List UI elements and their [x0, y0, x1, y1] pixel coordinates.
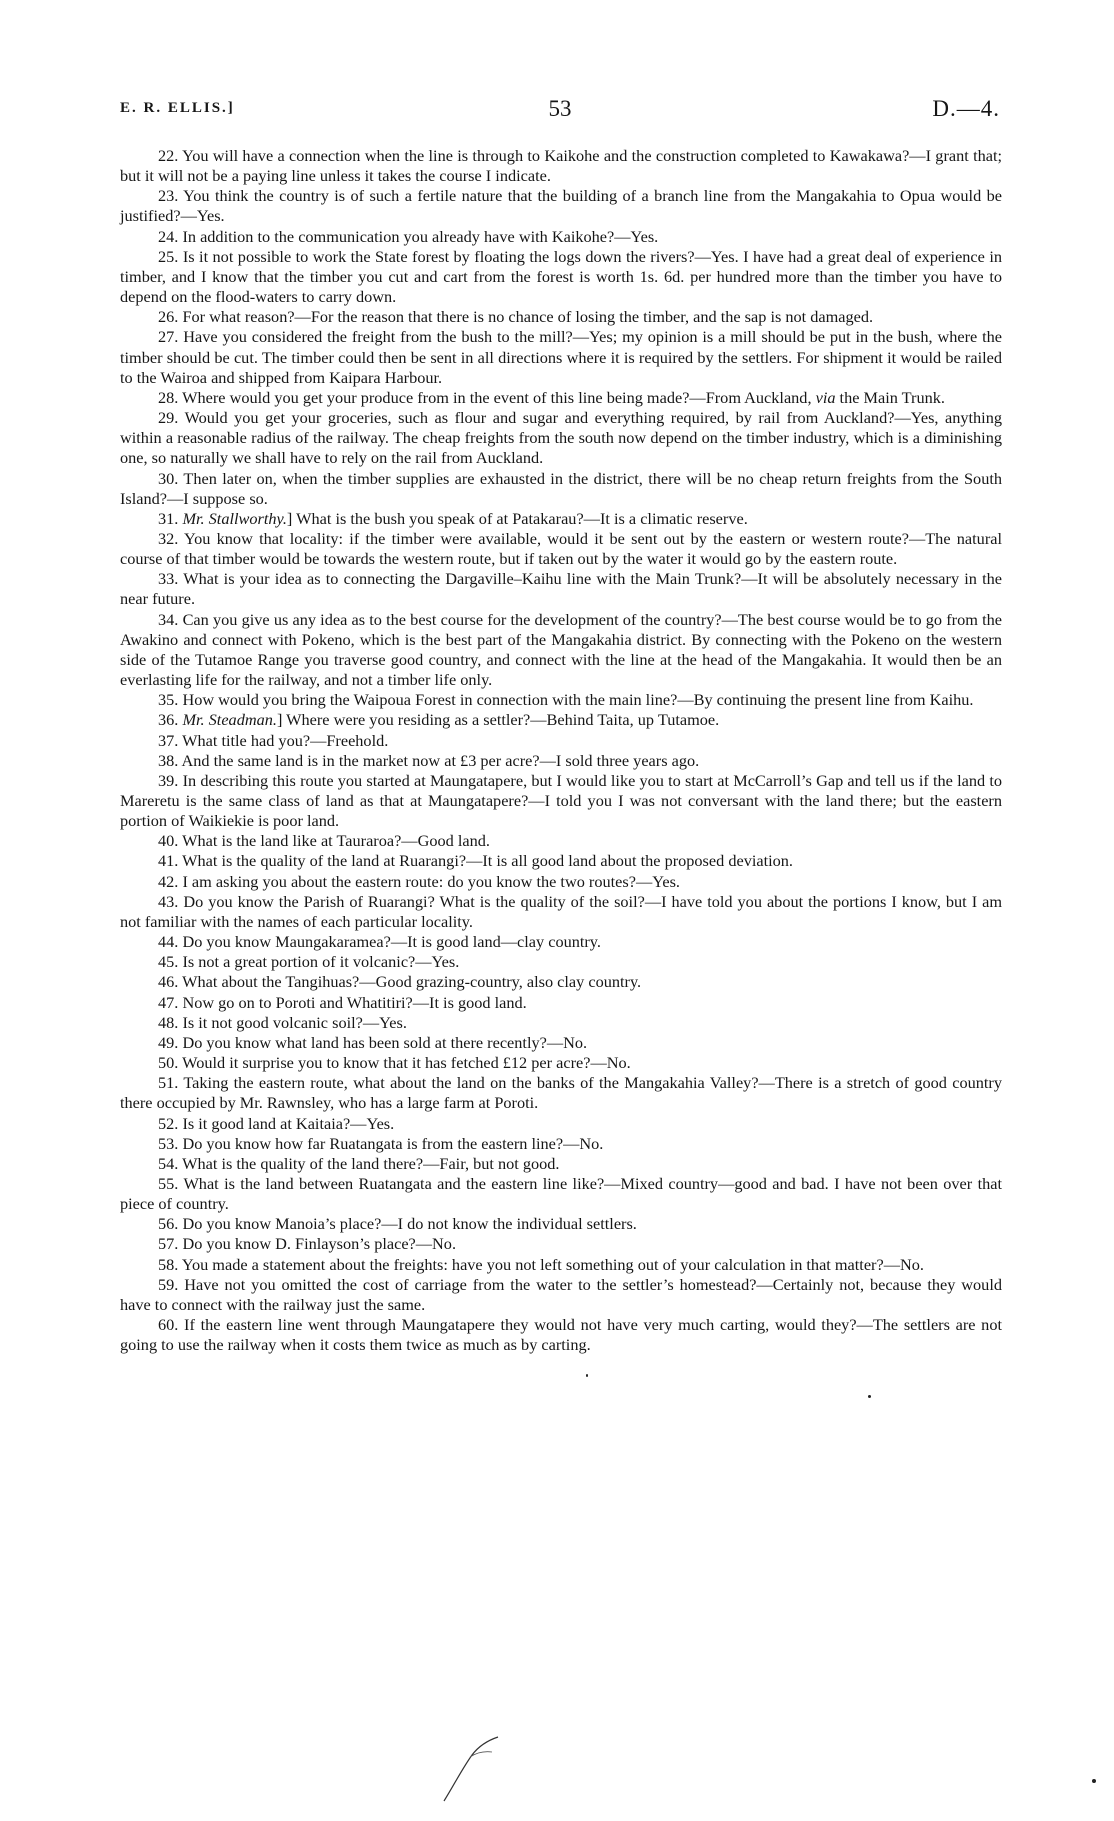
question-answer-paragraph — [120, 851, 1002, 871]
question-answer-paragraph — [120, 872, 1002, 892]
question-number: 28. — [158, 387, 179, 407]
question-answer-text: You made a statement about the freights: have you not left something out of your calculation in that matter?—No. — [181, 1254, 924, 1274]
question-answer-text: Would you get your groceries, such as flour and sugar and everything required, by rail from Auckland?—Yes, anything within a reasonable radius of the railway. The cheap freights from the south now depend on the timber industry, which is a diminishing one, so naturally we shall have to rely on the rail from Auckland. — [120, 408, 1002, 468]
question-number: 51. — [158, 1073, 179, 1093]
question-answer-paragraph — [120, 1255, 1002, 1275]
question-answer-text: If the eastern line went through Maungatapere they would not have very much carting, would they?—The settlers are not going to use the railway when it costs them twice as much as by carting. — [120, 1315, 1002, 1355]
question-number: 47. — [158, 992, 179, 1012]
question-answer-paragraph — [120, 993, 1002, 1013]
question-number: 48. — [158, 1012, 179, 1032]
document-reference: D.—4. — [932, 96, 1000, 121]
question-number: 27. — [158, 327, 179, 347]
question-number: 53. — [158, 1133, 179, 1153]
question-number: 38. — [158, 750, 179, 770]
question-answer-paragraph — [120, 1275, 1002, 1315]
question-answer-text: What is the quality of the land there?—Fair, but not good. — [182, 1153, 560, 1173]
question-number: 55. — [158, 1173, 179, 1193]
question-answer-paragraph — [120, 751, 1002, 771]
question-answer-text: the Main Trunk. — [835, 387, 945, 407]
question-answer-text: ] What is the bush you speak of at Patakarau?—It is a climatic reserve. — [286, 508, 748, 528]
pen-stroke-mark — [440, 1725, 510, 1805]
question-number: 46. — [158, 972, 179, 992]
question-number: 22. — [158, 146, 179, 165]
question-number: 24. — [158, 226, 179, 246]
question-number: 45. — [158, 952, 179, 972]
question-answer-text: How would you bring the Waipoua Forest in connection with the main line?—By continuing the present line from Kaihu. — [182, 690, 974, 710]
question-number: 43. — [158, 891, 179, 911]
question-answer-paragraph — [120, 509, 1002, 529]
question-number: 57. — [158, 1234, 179, 1254]
question-answer-paragraph — [120, 1154, 1002, 1174]
question-answer-text: Would it surprise you to know that it has fetched £12 per acre?—No. — [182, 1053, 631, 1073]
italic-phrase: via — [815, 387, 836, 407]
question-number: 33. — [158, 569, 179, 589]
question-answer-text: Now go on to Poroti and Whatitiri?—It is good land. — [182, 992, 527, 1012]
italic-phrase: Mr. Stallworthy. — [182, 508, 287, 528]
italic-phrase: Mr. Steadman. — [182, 710, 277, 730]
question-answer-text: I am asking you about the eastern route: do you know the two routes?—Yes. — [182, 871, 680, 891]
question-answer-text: And the same land is in the market now at £3 per acre?—I sold three years ago. — [181, 750, 700, 770]
question-answer-text: In describing this route you started at Maungatapere, but I would like you to start at McCarroll’s Gap and tell us if the land to Mareretu is the same class of land as that at Maungatapere?—I told you I was not conversant with the land there; but the eastern portion of Waikiekie is poor land. — [120, 770, 1002, 831]
question-number: 23. — [158, 186, 179, 206]
question-answer-text: Then later on, when the timber supplies are exhausted in the district, there will be no cheap return freights from the South Island?—I suppose so. — [120, 468, 1002, 508]
question-answer-text: Taking the eastern route, what about the land on the banks of the Mangakahia Valley?—There is a stretch of good country there occupied by Mr. Rawnsley, who has a large farm at Poroti. — [120, 1073, 1002, 1113]
question-answer-paragraph — [120, 529, 1002, 569]
question-answer-paragraph — [120, 1053, 1002, 1073]
page-header — [120, 96, 1000, 126]
question-number: 60. — [158, 1315, 179, 1335]
question-answer-text: For what reason?—For the reason that there is no chance of losing the timber, and the sap is not damaged. — [182, 307, 874, 327]
question-answer-text: Where would you get your produce from in the event of this line being made?—From Auckland, — [182, 387, 816, 407]
question-answer-text: You know that locality: if the timber were available, would it be sent out by the eastern or western route?—The natural course of that timber would be towards the western route, but if taken out by the water it would go by the eastern route. — [120, 528, 1002, 569]
question-answer-text: What is the land like at Tauraroa?—Good land. — [182, 831, 490, 851]
question-number: 59. — [158, 1274, 179, 1294]
question-answer-paragraph — [120, 388, 1002, 408]
question-answer-text: What is the land between Ruatangata and the eastern line like?—Mixed country—good and bad. I have not been over that piece of country. — [120, 1173, 1002, 1214]
question-answer-paragraph — [120, 1013, 1002, 1033]
question-answer-paragraph — [120, 690, 1002, 710]
question-answer-text: You think the country is of such a fertile nature that the building of a branch line from the Mangakahia to Opua would be justified?—Yes. — [120, 186, 1002, 226]
question-answer-paragraph — [120, 227, 1002, 247]
question-answer-paragraph — [120, 186, 1002, 226]
page-number: 53 — [548, 96, 572, 121]
question-answer-paragraph — [120, 1033, 1002, 1053]
question-number: 37. — [158, 730, 179, 750]
speck-mark — [868, 1395, 871, 1398]
question-number: 50. — [158, 1053, 179, 1073]
question-answer-paragraph — [120, 1214, 1002, 1234]
question-answer-text: Do you know Manoia’s place?—I do not know the individual settlers. — [182, 1214, 637, 1234]
question-number: 35. — [158, 690, 179, 710]
question-answer-text: What is your idea as to connecting the Dargaville–Kaihu line with the Main Trunk?—It will be absolutely necessary in the near future. — [120, 569, 1003, 609]
question-answer-text: Do you know what land has been sold at there recently?—No. — [182, 1032, 588, 1052]
question-number: 26. — [158, 307, 179, 327]
question-answer-paragraph — [120, 932, 1002, 952]
speck-mark — [1092, 1779, 1096, 1783]
question-answer-text: ] Where were you residing as a settler?—Behind Taita, up Tutamoe. — [276, 710, 720, 730]
question-answer-text: Do you know the Parish of Ruarangi? What is the quality of the soil?—I have told you about the portions I know, but I am not familiar with the names of each particular locality. — [120, 891, 1002, 931]
question-answer-text: Have not you omitted the cost of carriage from the water to the settler’s homestead?—Certainly not, because they would have to connect with the railway just the same. — [120, 1274, 1002, 1314]
question-answer-paragraph — [120, 569, 1002, 609]
question-number: 56. — [158, 1214, 179, 1234]
question-answer-text: Is it good land at Kaitaia?—Yes. — [182, 1113, 395, 1133]
question-answer-paragraph — [120, 469, 1002, 509]
question-number: 42. — [158, 871, 179, 891]
question-answer-paragraph — [120, 892, 1002, 932]
question-answer-paragraph — [120, 610, 1002, 691]
question-number: 58. — [158, 1254, 179, 1274]
question-number: 44. — [158, 932, 179, 952]
header-witness-name: E. R. ELLIS.] — [120, 100, 235, 116]
question-answer-text: Is not a great portion of it volcanic?—Yes. — [182, 952, 460, 972]
question-answer-text: Can you give us any idea as to the best course for the development of the country?—The best course would be to go from the Awakino and connect with Pokeno, which is the best part of the Mangakahia district. By connecting with the Pokeno on the western side of the Tutamoe Range you traverse good country, and connect with the line at the head of the Mangakahia. It would then be an everlasting life for the railway, and not a timber life only. — [120, 609, 1002, 690]
question-answer-paragraph — [120, 327, 1002, 387]
question-number: 41. — [158, 851, 179, 871]
question-answer-paragraph — [120, 731, 1002, 751]
question-number: 25. — [158, 246, 179, 266]
question-number: 30. — [158, 468, 179, 488]
question-answer-text: What is the quality of the land at Ruarangi?—It is all good land about the proposed deviation. — [182, 851, 793, 871]
question-answer-text: Do you know how far Ruatangata is from the eastern line?—No. — [182, 1133, 604, 1153]
question-answer-paragraph — [120, 952, 1002, 972]
question-answer-paragraph — [120, 307, 1002, 327]
evidence-body — [120, 146, 1002, 1355]
question-answer-paragraph — [120, 1234, 1002, 1254]
question-answer-paragraph — [120, 1073, 1002, 1113]
question-number: 40. — [158, 831, 179, 851]
question-answer-paragraph — [120, 1174, 1002, 1214]
question-answer-text: In addition to the communication you already have with Kaikohe?—Yes. — [182, 226, 659, 246]
question-answer-text: What title had you?—Freehold. — [182, 730, 389, 750]
question-number: 31. — [158, 508, 179, 528]
question-answer-paragraph — [120, 1315, 1002, 1355]
question-answer-paragraph — [120, 771, 1002, 831]
question-number: 52. — [158, 1113, 179, 1133]
question-answer-paragraph — [120, 146, 1002, 186]
question-answer-paragraph — [120, 972, 1002, 992]
question-answer-paragraph — [120, 710, 1002, 730]
question-answer-text: Is it not good volcanic soil?—Yes. — [182, 1012, 407, 1032]
question-answer-text: You will have a connection when the line is through to Kaikohe and the construction completed to Kawakawa?—I grant that; but it will not be a paying line unless it takes the course I indicate. — [120, 146, 1003, 186]
speck-mark — [586, 1374, 588, 1377]
question-answer-text: Have you considered the freight from the bush to the mill?—Yes; my opinion is a mill should be put in the bush, where the timber should be cut. The timber could then be sent in all directions where it is required by the settlers. For shipment it would be railed to the Wairoa and shipped from Kaipara Harbour. — [120, 327, 1002, 387]
question-number: 34. — [158, 609, 179, 629]
question-number: 49. — [158, 1032, 179, 1052]
question-answer-paragraph — [120, 1114, 1002, 1134]
question-number: 36. — [158, 710, 179, 730]
question-answer-text: Do you know Maungakaramea?—It is good land—clay country. — [182, 932, 601, 952]
question-answer-text: Is it not possible to work the State forest by floating the logs down the rivers?—Yes. I have had a great deal of experience in timber, and I know that the timber you cut and cart from the forest is worth 1s. 6d. per hundred more than the timber you have to depend on the flood-waters to carry down. — [120, 246, 1003, 307]
question-number: 29. — [158, 408, 179, 428]
question-answer-paragraph — [120, 408, 1002, 468]
question-answer-paragraph — [120, 831, 1002, 851]
question-number: 39. — [158, 770, 179, 790]
question-answer-text: What about the Tangihuas?—Good grazing-country, also clay country. — [182, 972, 642, 992]
question-answer-paragraph — [120, 1134, 1002, 1154]
question-answer-paragraph — [120, 247, 1002, 307]
question-number: 32. — [158, 528, 179, 548]
question-answer-text: Do you know D. Finlayson’s place?—No. — [182, 1234, 457, 1254]
question-number: 54. — [158, 1153, 179, 1173]
